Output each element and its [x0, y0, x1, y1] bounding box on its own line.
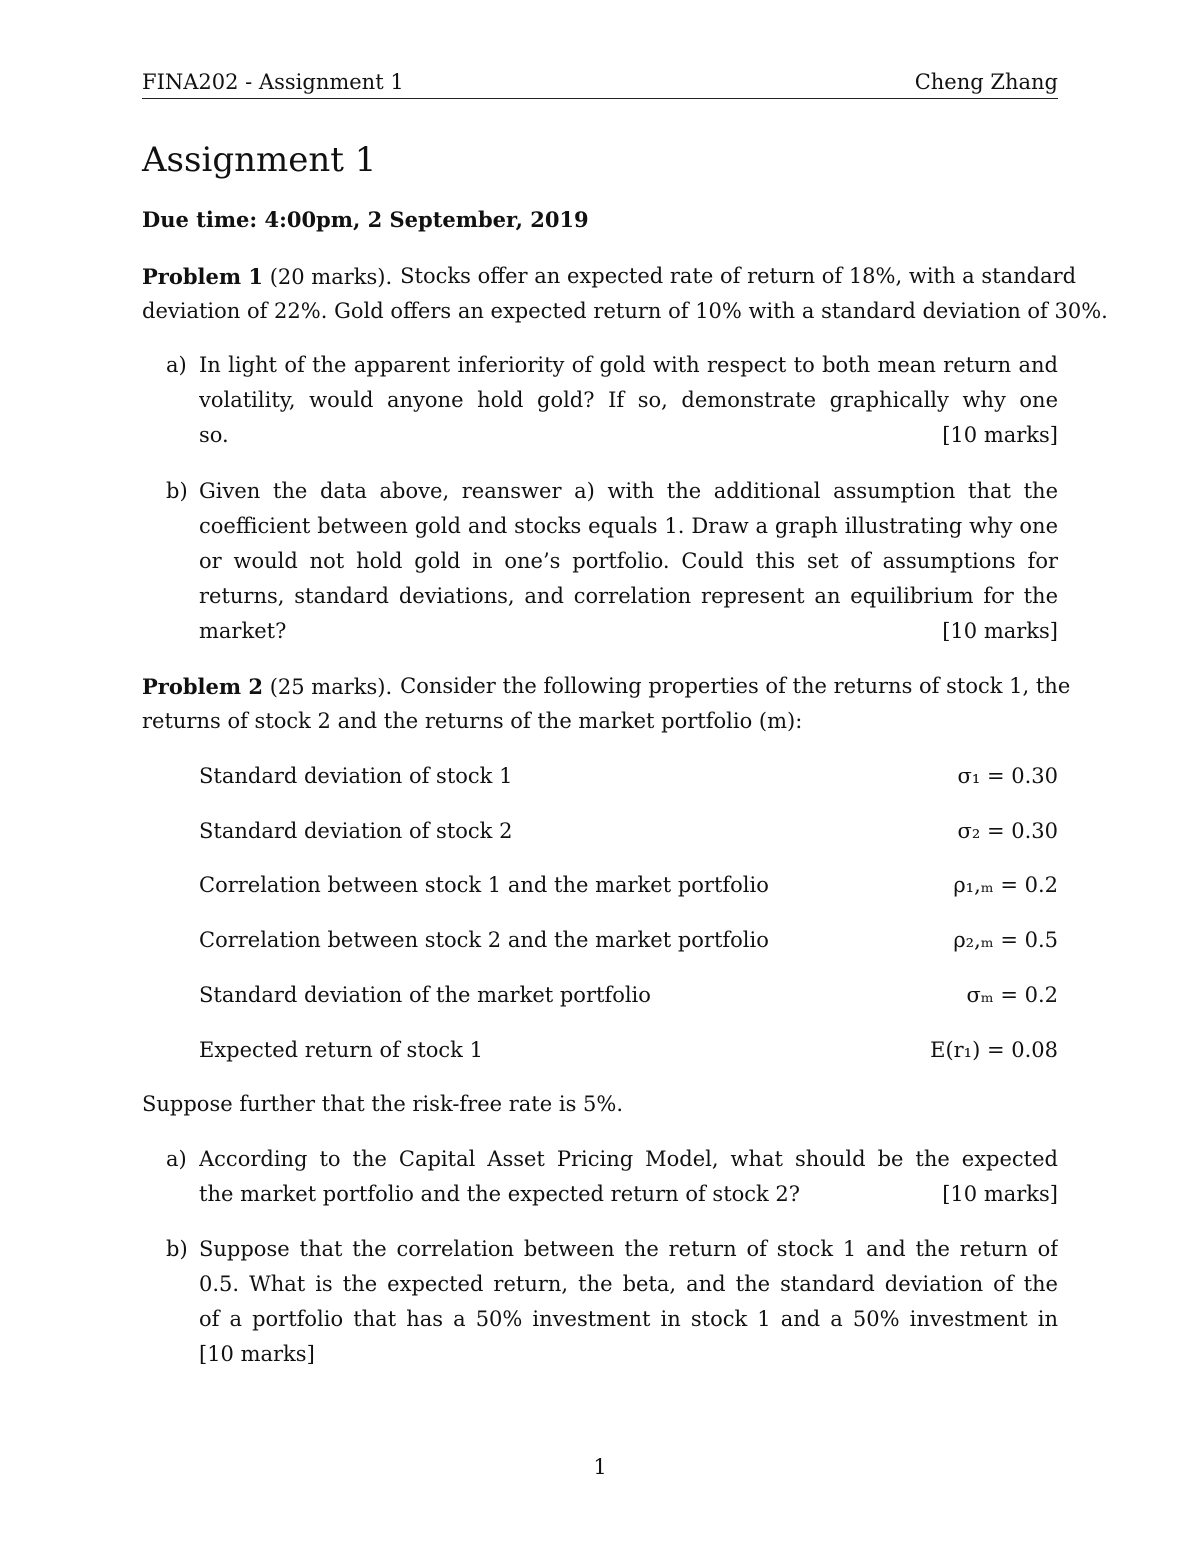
part-line: In light of the apparent inferiority of gold with respect to both mean return and [199, 353, 1058, 377]
problem-2-line-1 [142, 669, 1071, 704]
part-line: or would not hold gold in one’s portfolio. Could this set of assumptions for [199, 549, 1058, 573]
problem-2-line-1-text: Consider the following properties of the returns of stock 1, the [400, 674, 1071, 698]
problem-2-marks: (25 marks). [269, 675, 393, 699]
part-text: the market portfolio and the expected return of stock 2? [199, 1182, 801, 1206]
part-line [199, 418, 1058, 453]
property-value: σ₂ = 0.30 [957, 819, 1058, 843]
part-line: According to the Capital Asset Pricing Model, what should be the expected [199, 1147, 1058, 1171]
property-value: ρ₂,ₘ = 0.5 [953, 928, 1058, 952]
part-text: so. [199, 423, 229, 447]
problem-1-marks: (20 marks). [269, 265, 393, 289]
part-line [199, 614, 1058, 649]
property-value: σₘ = 0.2 [966, 983, 1058, 1007]
marks-label: [10 marks] [942, 1182, 1058, 1206]
problem-1-intro [142, 259, 1108, 329]
header-course: FINA202 - Assignment 1 [142, 70, 404, 94]
property-value: σ₁ = 0.30 [957, 764, 1058, 788]
part-line: Suppose that the correlation between the return of stock 1 and the return of [199, 1237, 1058, 1261]
property-label: Expected return of stock 1 [199, 1038, 483, 1062]
property-label: Standard deviation of the market portfolio [199, 983, 651, 1007]
property-row [199, 814, 1058, 849]
problem-1-line-2: deviation of 22%. Gold offers an expected return of 10% with a standard deviation of 30%. [142, 299, 1108, 323]
part-line: coefficient between gold and stocks equals 1. Draw a graph illustrating why one [199, 514, 1058, 538]
problem-1-label: Problem 1 [142, 264, 264, 289]
property-row [199, 868, 1058, 903]
property-value: E(r₁) = 0.08 [930, 1038, 1058, 1062]
page-number: 1 [593, 1455, 607, 1479]
property-row [199, 923, 1058, 958]
running-header [142, 68, 1058, 99]
page-title: Assignment 1 [142, 140, 377, 180]
property-value: ρ₁,ₘ = 0.2 [953, 873, 1058, 897]
marks-label: [10 marks] [199, 1342, 315, 1366]
part-line: of a portfolio that has a 50% investment in stock 1 and a 50% investment in [199, 1307, 1058, 1331]
problem-1-line-1 [142, 259, 1077, 294]
part-line: Given the data above, reanswer a) with the additional assumption that the [199, 479, 1058, 503]
risk-free-text: Suppose further that the risk-free rate is 5%. [142, 1092, 624, 1116]
part-line: volatility, would anyone hold gold? If so, demonstrate graphically why one [199, 388, 1058, 412]
risk-free-statement [142, 1087, 1058, 1122]
part-line: 0.5. What is the expected return, the beta, and the standard deviation of the [199, 1272, 1058, 1296]
part-text: market? [199, 619, 287, 643]
property-label: Correlation between stock 2 and the market portfolio [199, 928, 769, 952]
property-label: Correlation between stock 1 and the market portfolio [199, 873, 769, 897]
part-label: a) [166, 1147, 187, 1171]
property-row [199, 1033, 1058, 1068]
problem-2-intro [142, 669, 1071, 739]
property-row [199, 759, 1058, 794]
part-label: b) [166, 479, 188, 503]
header-author: Cheng Zhang [914, 70, 1058, 94]
part-label: b) [166, 1237, 188, 1261]
marks-label: [10 marks] [942, 619, 1058, 643]
problem-2-label: Problem 2 [142, 674, 264, 699]
part-label: a) [166, 353, 187, 377]
part-line [199, 1177, 1058, 1212]
property-label: Standard deviation of stock 2 [199, 819, 513, 843]
problem-1-line-1-text: Stocks offer an expected rate of return of 18%, with a standard [400, 264, 1077, 288]
property-label: Standard deviation of stock 1 [199, 764, 513, 788]
marks-label: [10 marks] [942, 423, 1058, 447]
due-time: Due time: 4:00pm, 2 September, 2019 [142, 207, 589, 232]
part-line: returns, standard deviations, and correlation represent an equilibrium for the [199, 584, 1058, 608]
property-row [199, 978, 1058, 1013]
problem-2-line-2: returns of stock 2 and the returns of the market portfolio (m): [142, 709, 803, 733]
